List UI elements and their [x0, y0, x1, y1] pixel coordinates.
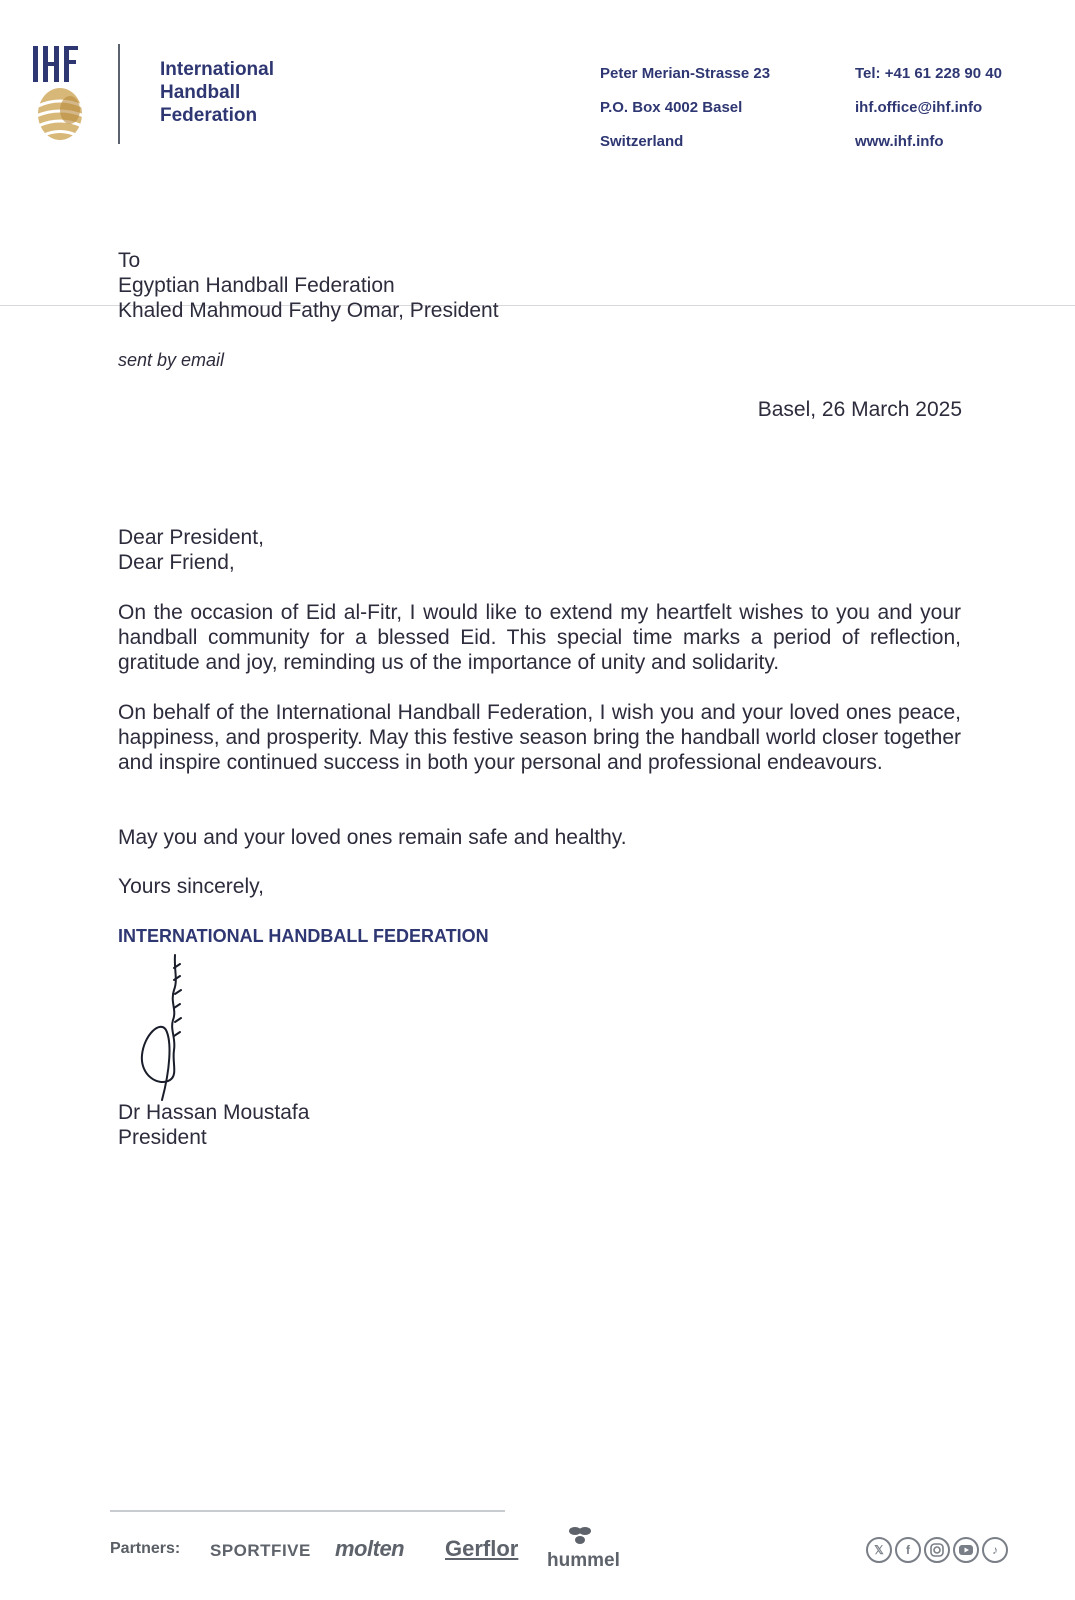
website-link[interactable]: www.ihf.info	[855, 133, 944, 150]
footer-divider	[110, 1510, 505, 1512]
partner-gerflor-logo: Gerflor	[445, 1536, 519, 1561]
body-paragraph: May you and your loved ones remain safe and healthy.	[118, 826, 627, 849]
address-line: P.O. Box 4002 Basel	[600, 99, 743, 116]
phone-number: Tel: +41 61 228 90 40	[855, 65, 1002, 82]
recipient-line: To	[118, 249, 141, 272]
partner-hummel-logo: hummel	[547, 1550, 620, 1571]
address-line: Switzerland	[600, 133, 684, 150]
postal-address	[600, 57, 770, 159]
recipient-line: Khaled Mahmoud Fathy Omar, President	[118, 299, 499, 322]
handwritten-signature	[130, 950, 210, 1110]
delivery-note: sent by email	[118, 350, 225, 370]
ihf-logo	[30, 44, 90, 144]
salutation-line: Dear President,	[118, 526, 264, 549]
partner-sportfive-logo: SPORTFIVE	[210, 1541, 311, 1560]
signer-name: Dr Hassan Moustafa	[118, 1101, 310, 1124]
hummel-bee-icon	[566, 1525, 594, 1549]
contact-info	[855, 57, 1002, 159]
social-links	[866, 1537, 1008, 1563]
email-link[interactable]: ihf.office@ihf.info	[855, 99, 983, 116]
tiktok-icon[interactable]: ♪	[982, 1537, 1008, 1563]
recipient-block	[118, 248, 499, 323]
organization-signature: INTERNATIONAL HANDBALL FEDERATION	[118, 926, 489, 946]
partners-label: Partners:	[110, 1540, 181, 1557]
salutation	[118, 525, 264, 575]
letter-date: Basel, 26 March 2025	[757, 398, 962, 421]
signer-title: President	[118, 1126, 207, 1149]
x-icon[interactable]: 𝕏	[866, 1537, 892, 1563]
org-name-line: Handball	[160, 82, 241, 103]
organization-name	[160, 58, 274, 127]
facebook-icon[interactable]: f	[895, 1537, 921, 1563]
body-paragraph: On the occasion of Eid al-Fitr, I would like to extend my heartfelt wishes to you and your handball community for a blessed Eid. This special time marks a period of reflection, gratitude and joy, reminding us of the importance of unity and solidarity.	[118, 601, 961, 674]
address-line: Peter Merian-Strasse 23	[600, 65, 771, 82]
partner-molten-logo: molten	[335, 1536, 405, 1561]
body-paragraph: On behalf of the International Handball Federation, I wish you and your loved ones peace, happiness, and prosperity. May this festive season bring the handball world closer together and inspire continued success in both your personal and professional endeavours.	[118, 701, 961, 774]
instagram-icon[interactable]	[924, 1537, 950, 1563]
closing: Yours sincerely,	[118, 875, 264, 898]
recipient-line: Egyptian Handball Federation	[118, 274, 395, 297]
header-divider	[118, 44, 120, 144]
youtube-icon[interactable]	[953, 1537, 979, 1563]
signer-block	[118, 1100, 309, 1150]
salutation-line: Dear Friend,	[118, 551, 235, 574]
org-name-line: International	[160, 59, 275, 80]
org-name-line: Federation	[160, 105, 258, 126]
